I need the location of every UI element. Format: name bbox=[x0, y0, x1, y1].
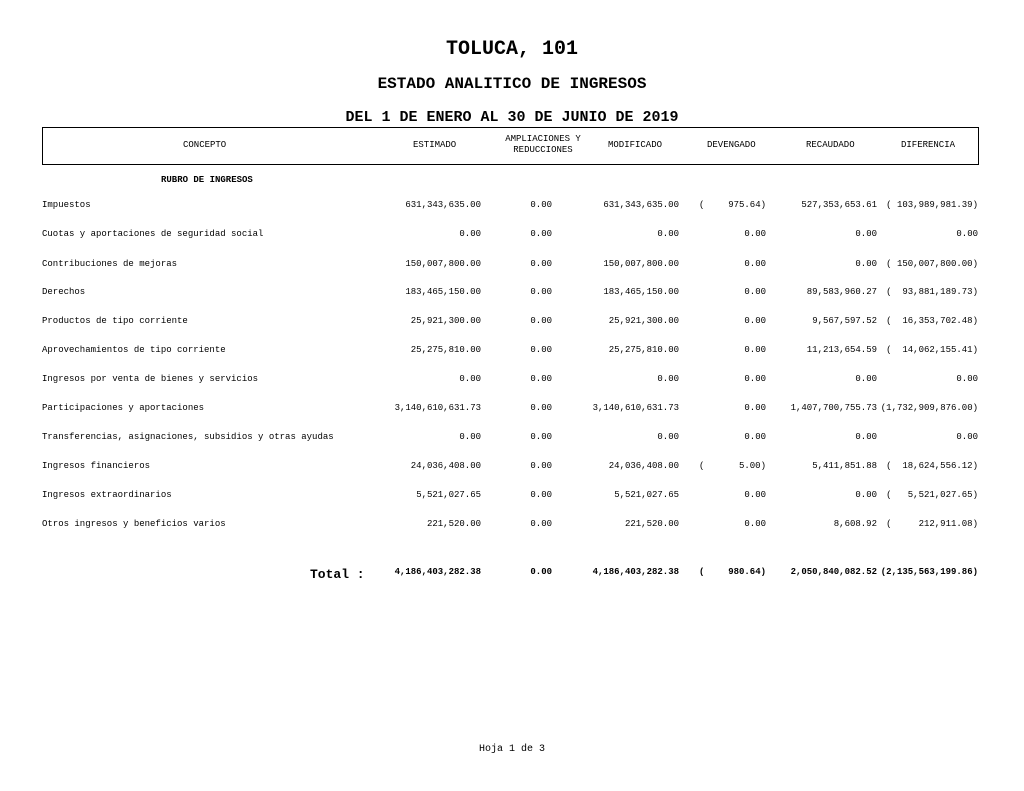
row-devengado: 0.00 bbox=[744, 403, 766, 413]
row-ampliaciones: 0.00 bbox=[530, 259, 552, 269]
row-recaudado: 0.00 bbox=[855, 229, 877, 239]
report-period: DEL 1 DE ENERO AL 30 DE JUNIO DE 2019 bbox=[345, 109, 679, 126]
col-ampliaciones bbox=[493, 134, 593, 156]
row-diferencia: ( 18,624,556.12) bbox=[886, 461, 978, 471]
col-concepto: CONCEPTO bbox=[183, 140, 227, 150]
row-ampliaciones: 0.00 bbox=[530, 200, 552, 210]
total-estimado: 4,186,403,282.38 bbox=[394, 567, 481, 577]
row-modificado: 3,140,610,631.73 bbox=[592, 403, 679, 413]
row-ampliaciones: 0.00 bbox=[530, 345, 552, 355]
row-ampliaciones: 0.00 bbox=[530, 229, 552, 239]
col-estimado: ESTIMADO bbox=[413, 140, 457, 150]
row-modificado: 25,275,810.00 bbox=[608, 345, 679, 355]
table-row bbox=[0, 490, 1024, 502]
total-modificado: 4,186,403,282.38 bbox=[592, 567, 679, 577]
col-recaudado: RECAUDADO bbox=[806, 140, 855, 150]
table-row bbox=[0, 403, 1024, 415]
table-row bbox=[0, 316, 1024, 328]
row-modificado: 0.00 bbox=[657, 229, 679, 239]
total-recaudado: 2,050,840,082.52 bbox=[790, 567, 877, 577]
row-estimado: 24,036,408.00 bbox=[410, 461, 481, 471]
row-concepto: Impuestos bbox=[42, 200, 91, 210]
row-recaudado: 0.00 bbox=[855, 490, 877, 500]
row-recaudado: 5,411,851.88 bbox=[812, 461, 877, 471]
table-row bbox=[0, 461, 1024, 473]
row-recaudado: 89,583,960.27 bbox=[806, 287, 877, 297]
row-estimado: 631,343,635.00 bbox=[405, 200, 481, 210]
page-footer: Hoja 1 de 3 bbox=[478, 744, 545, 755]
row-diferencia: ( 93,881,189.73) bbox=[886, 287, 978, 297]
row-devengado: 0.00 bbox=[744, 316, 766, 326]
table-row bbox=[0, 374, 1024, 386]
row-recaudado: 527,353,653.61 bbox=[801, 200, 877, 210]
row-modificado: 150,007,800.00 bbox=[603, 259, 679, 269]
row-concepto: Transferencias, asignaciones, subsidios y otras ayudas bbox=[42, 432, 334, 442]
total-devengado-paren: ( bbox=[699, 567, 705, 577]
row-devengado: 0.00 bbox=[744, 287, 766, 297]
row-recaudado: 0.00 bbox=[855, 259, 877, 269]
row-ampliaciones: 0.00 bbox=[530, 316, 552, 326]
row-devengado: 975.64) bbox=[728, 200, 766, 210]
section-heading: RUBRO DE INGRESOS bbox=[161, 175, 253, 185]
col-devengado: DEVENGADO bbox=[707, 140, 756, 150]
row-devengado-paren: ( bbox=[699, 461, 705, 471]
row-devengado: 0.00 bbox=[744, 432, 766, 442]
row-recaudado: 9,567,597.52 bbox=[812, 316, 877, 326]
col-ampliaciones-line1: AMPLIACIONES Y bbox=[505, 134, 581, 144]
row-estimado: 25,921,300.00 bbox=[410, 316, 481, 326]
row-ampliaciones: 0.00 bbox=[530, 287, 552, 297]
row-devengado: 5.00) bbox=[738, 461, 766, 471]
row-estimado: 150,007,800.00 bbox=[405, 259, 481, 269]
row-modificado: 631,343,635.00 bbox=[603, 200, 679, 210]
row-estimado: 5,521,027.65 bbox=[416, 490, 481, 500]
row-modificado: 0.00 bbox=[657, 432, 679, 442]
row-concepto: Cuotas y aportaciones de seguridad social bbox=[42, 229, 264, 239]
total-label: Total : bbox=[310, 567, 365, 582]
row-diferencia: ( 150,007,800.00) bbox=[886, 259, 978, 269]
table-row bbox=[0, 259, 1024, 271]
col-diferencia: DIFERENCIA bbox=[901, 140, 956, 150]
row-concepto: Derechos bbox=[42, 287, 86, 297]
col-modificado: MODIFICADO bbox=[608, 140, 663, 150]
row-modificado: 5,521,027.65 bbox=[614, 490, 679, 500]
row-estimado: 0.00 bbox=[459, 374, 481, 384]
row-ampliaciones: 0.00 bbox=[530, 519, 552, 529]
row-recaudado: 0.00 bbox=[855, 432, 877, 442]
row-concepto: Aprovechamientos de tipo corriente bbox=[42, 345, 226, 355]
row-ampliaciones: 0.00 bbox=[530, 490, 552, 500]
row-ampliaciones: 0.00 bbox=[530, 374, 552, 384]
report-subtitle: ESTADO ANALITICO DE INGRESOS bbox=[377, 75, 647, 93]
total-row bbox=[0, 567, 1024, 582]
table-row bbox=[0, 229, 1024, 241]
row-modificado: 183,465,150.00 bbox=[603, 287, 679, 297]
row-estimado: 25,275,810.00 bbox=[410, 345, 481, 355]
row-diferencia: 0.00 bbox=[956, 432, 978, 442]
row-recaudado: 8,608.92 bbox=[833, 519, 877, 529]
row-concepto: Participaciones y aportaciones bbox=[42, 403, 205, 413]
row-ampliaciones: 0.00 bbox=[530, 432, 552, 442]
row-concepto: Ingresos por venta de bienes y servicios bbox=[42, 374, 259, 384]
row-devengado: 0.00 bbox=[744, 345, 766, 355]
table-row bbox=[0, 287, 1024, 299]
row-devengado: 0.00 bbox=[744, 519, 766, 529]
table-row bbox=[0, 345, 1024, 357]
row-concepto: Ingresos financieros bbox=[42, 461, 151, 471]
row-diferencia: 0.00 bbox=[956, 229, 978, 239]
row-recaudado: 1,407,700,755.73 bbox=[790, 403, 877, 413]
page-title: TOLUCA, 101 bbox=[445, 38, 579, 61]
row-concepto: Productos de tipo corriente bbox=[42, 316, 188, 326]
row-diferencia: ( 16,353,702.48) bbox=[886, 316, 978, 326]
row-modificado: 221,520.00 bbox=[624, 519, 679, 529]
row-ampliaciones: 0.00 bbox=[530, 461, 552, 471]
row-diferencia: ( 103,989,981.39) bbox=[886, 200, 978, 210]
row-diferencia: (1,732,909,876.00) bbox=[880, 403, 978, 413]
total-ampliaciones: 0.00 bbox=[530, 567, 552, 577]
row-modificado: 0.00 bbox=[657, 374, 679, 384]
row-devengado: 0.00 bbox=[744, 229, 766, 239]
row-ampliaciones: 0.00 bbox=[530, 403, 552, 413]
total-devengado: 980.64) bbox=[728, 567, 766, 577]
row-diferencia: 0.00 bbox=[956, 374, 978, 384]
row-diferencia: ( 5,521,027.65) bbox=[886, 490, 978, 500]
row-modificado: 25,921,300.00 bbox=[608, 316, 679, 326]
row-recaudado: 11,213,654.59 bbox=[806, 345, 877, 355]
row-modificado: 24,036,408.00 bbox=[608, 461, 679, 471]
row-recaudado: 0.00 bbox=[855, 374, 877, 384]
row-diferencia: ( 212,911.08) bbox=[886, 519, 978, 529]
row-devengado: 0.00 bbox=[744, 490, 766, 500]
row-estimado: 221,520.00 bbox=[426, 519, 481, 529]
column-header-box bbox=[42, 127, 979, 165]
row-diferencia: ( 14,062,155.41) bbox=[886, 345, 978, 355]
row-estimado: 3,140,610,631.73 bbox=[394, 403, 481, 413]
row-devengado: 0.00 bbox=[744, 259, 766, 269]
row-devengado-paren: ( bbox=[699, 200, 705, 210]
row-devengado: 0.00 bbox=[744, 374, 766, 384]
row-concepto: Ingresos extraordinarios bbox=[42, 490, 172, 500]
row-concepto: Contribuciones de mejoras bbox=[42, 259, 178, 269]
row-estimado: 0.00 bbox=[459, 432, 481, 442]
row-estimado: 0.00 bbox=[459, 229, 481, 239]
row-estimado: 183,465,150.00 bbox=[405, 287, 481, 297]
row-concepto: Otros ingresos y beneficios varios bbox=[42, 519, 226, 529]
table-row bbox=[0, 519, 1024, 531]
col-ampliaciones-line2: REDUCCIONES bbox=[513, 145, 573, 155]
table-row bbox=[0, 432, 1024, 444]
table-row bbox=[0, 200, 1024, 212]
total-diferencia: (2,135,563,199.86) bbox=[880, 567, 978, 577]
